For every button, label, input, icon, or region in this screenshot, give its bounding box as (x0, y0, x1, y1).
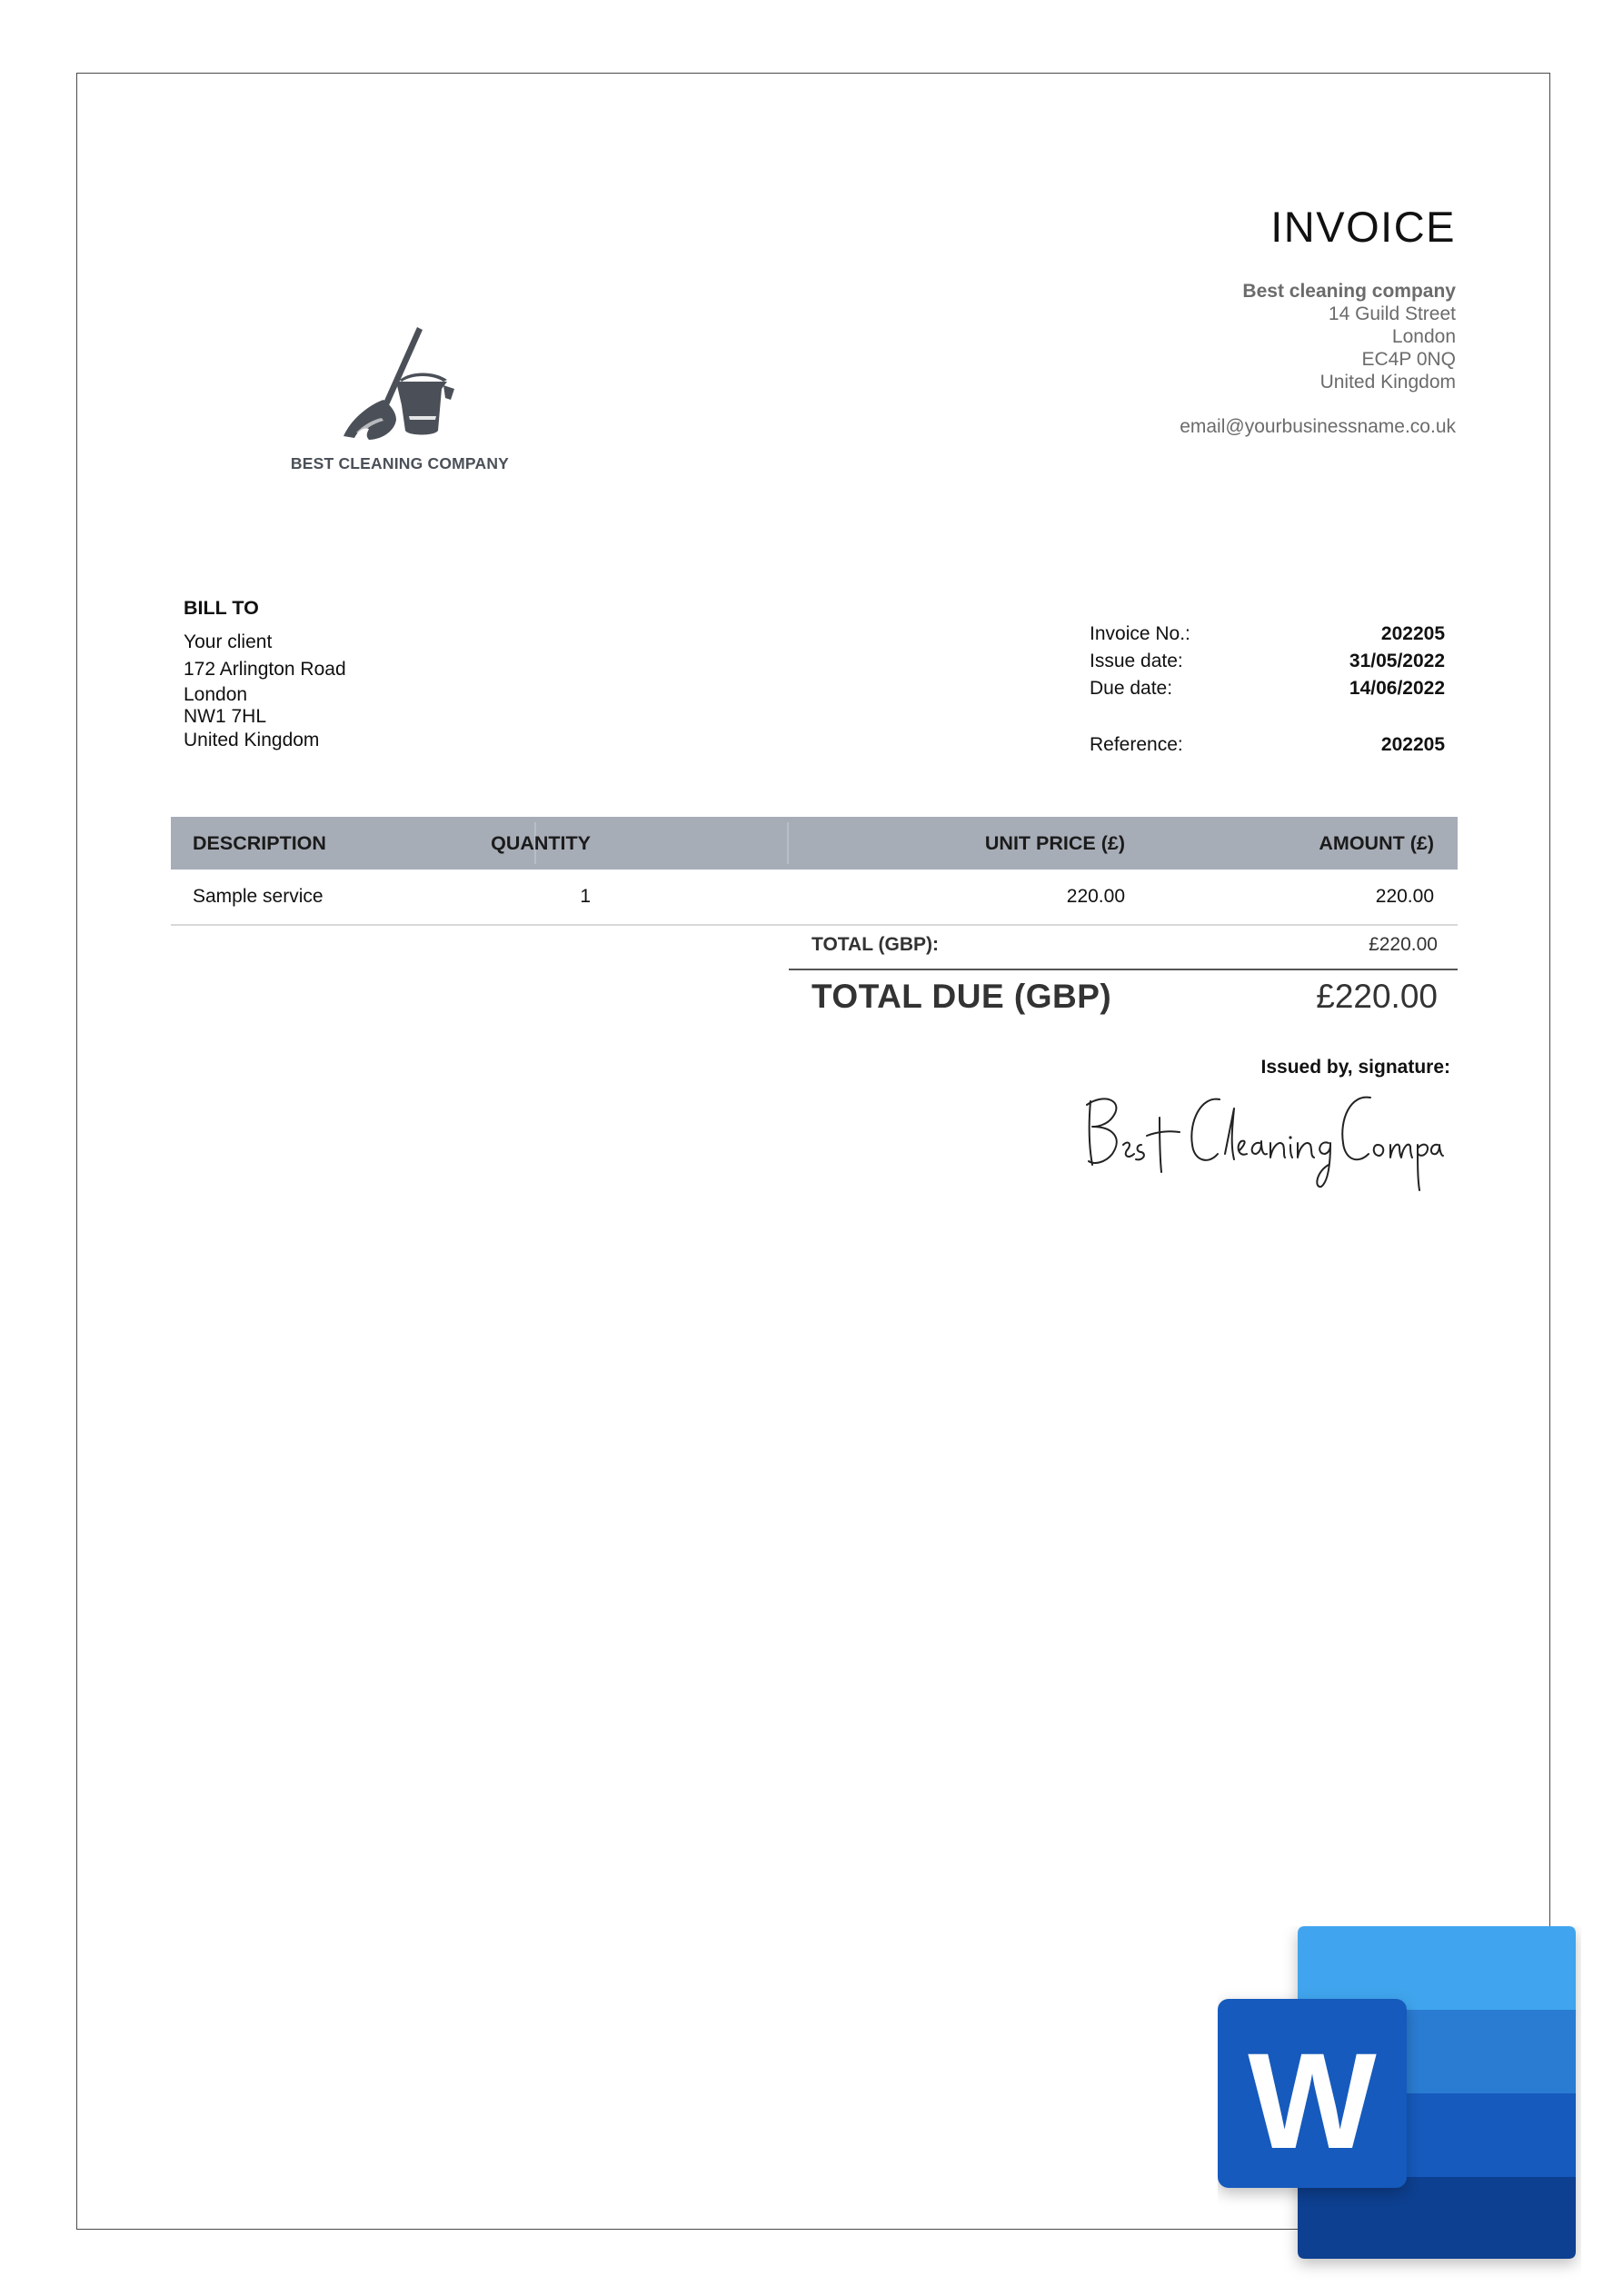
reference-value: 202205 (1380, 734, 1445, 755)
address-line: United Kingdom (1319, 372, 1456, 393)
bill-to-line: NW1 7HL (184, 706, 267, 727)
table-row (171, 870, 1458, 926)
mop-and-bucket-icon (336, 325, 463, 443)
total-divider (789, 969, 1458, 970)
issue-date-value: 31/05/2022 (1349, 651, 1445, 671)
due-date-label: Due date: (1090, 678, 1173, 699)
reference-label: Reference: (1090, 734, 1183, 755)
signature-image (1081, 1081, 1445, 1199)
issue-date-label: Issue date: (1090, 651, 1183, 671)
word-icon-letter: W (1248, 2024, 1377, 2177)
total-due-value: £220.00 (1316, 978, 1438, 1015)
total-label: TOTAL (GBP): (812, 934, 939, 955)
table-header (171, 817, 1458, 870)
address-line: London (1391, 326, 1456, 347)
column-header-amount: AMOUNT (£) (1319, 832, 1434, 854)
bill-to-line: London (184, 684, 248, 705)
column-header-unit-price: UNIT PRICE (£) (984, 832, 1125, 854)
company-name: Best cleaning company (1242, 281, 1456, 302)
address-line: EC4P 0NQ (1361, 349, 1456, 370)
signature-label: Issued by, signature: (1260, 1057, 1450, 1078)
due-date-value: 14/06/2022 (1349, 678, 1445, 699)
invoice-number-value: 202205 (1380, 623, 1445, 644)
column-divider (787, 822, 789, 864)
column-header-quantity: QUANTITY (491, 832, 591, 854)
company-email: email@yourbusinessname.co.uk (1180, 416, 1456, 437)
company-address (1242, 280, 1456, 393)
bill-to-line: United Kingdom (184, 730, 320, 750)
invoice-title: INVOICE (1270, 203, 1456, 251)
row-unit-price: 220.00 (1066, 886, 1125, 907)
column-header-description: DESCRIPTION (193, 832, 326, 854)
total-value: £220.00 (1369, 934, 1438, 955)
row-description: Sample service (193, 886, 324, 907)
logo-text: BEST CLEANING COMPANY (290, 454, 510, 472)
bill-to-line: 172 Arlington Road (184, 659, 346, 680)
bill-to-block (184, 596, 346, 754)
row-amount: 220.00 (1375, 886, 1434, 907)
microsoft-word-icon (1218, 1926, 1581, 2290)
row-quantity: 1 (580, 886, 591, 907)
total-due-label: TOTAL DUE (GBP) (812, 978, 1112, 1015)
address-line: 14 Guild Street (1328, 303, 1456, 324)
bill-to-heading: BILL TO (184, 597, 259, 619)
invoice-number-label: Invoice No.: (1090, 623, 1190, 644)
bill-to-line: Your client (184, 631, 273, 652)
